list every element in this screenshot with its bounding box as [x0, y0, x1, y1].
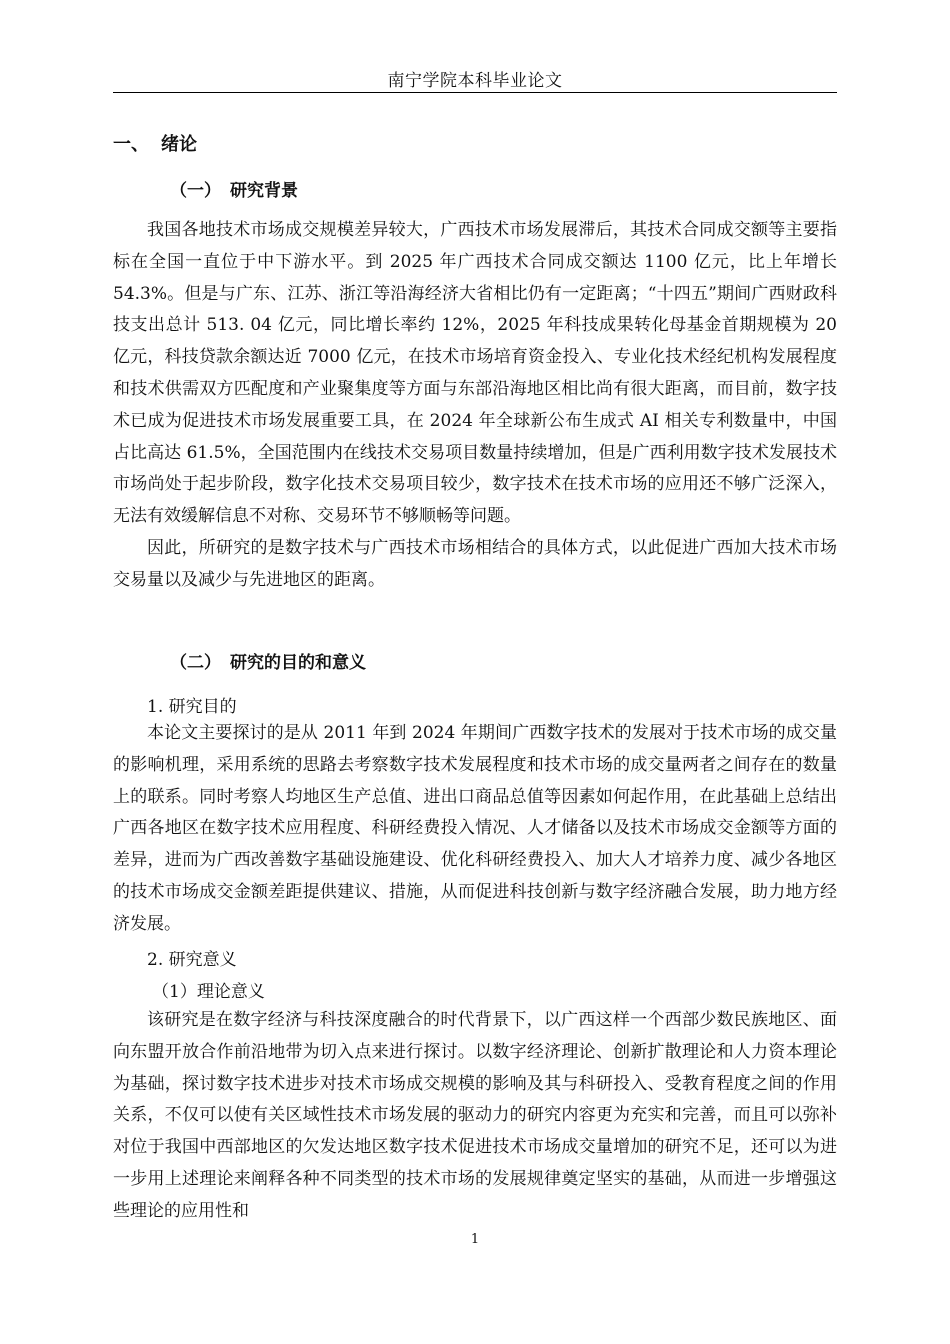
- header-rule: [113, 92, 837, 93]
- subsection-title: 研究背景: [230, 181, 298, 201]
- paragraph: 本论文主要探讨的是从 2011 年到 2024 年期间广西数字技术的发展对于技术市场的成交量的影响机理，采用系统的思路去考察数字技术发展程度和技术市场的成交量两者之间存在的数量上的联系。同时考察人均地区生产总值、进出口商品总值等因素如何起作用，在此基础上总结出广西各地区在数字技术应用程度、科研经费投入情况、人才储备以及技术市场成交金额等方面的差异，进而为广西改善数字基础设施建设、优化科研经费投入、加大人才培养力度、减少各地区的技术市场成交金额差距提供建议、措施，从而促进科技创新与数字经济融合发展，助力地方经济发展。: [113, 723, 837, 934]
- theory-heading: （1）理论意义: [152, 982, 265, 1002]
- paragraph: 我国各地技术市场成交规模差异较大，广西技术市场发展滞后，其技术合同成交额等主要指标在全国一直位于中下游水平。到 2025 年广西技术合同成交额达 1100 亿元，比上年增长 54.3%。但是与广东、江苏、浙江等沿海经济大省相比仍有一定距离；“十四五”期间广西财政科技支出总计 513. 04 亿元，同比增长率约 12%，2025 年科技成果转化母基金首期规模为 20 亿元，科技贷款余额达近 7000 亿元，在技术市场培育资金投入、专业化技术经纪机构发展程度和技术供需双方匹配度和产业聚集度等方面与东部沿海地区相比尚有很大距离，而目前，数字技术已成为促进技术市场发展重要工具，在 2024 年全球新公布生成式 AI 相关专利数量中，中国占比高达 61.5%，全国范围内在线技术交易项目数量持续增加，但是广西利用数字技术发展技术市场尚处于起步阶段，数字化技术交易项目较少，数字技术在技术市场的应用还不够广泛深入，无法有效缓解信息不对称、交易环节不够顺畅等问题。: [113, 220, 837, 527]
- subsection-title: 研究的目的和意义: [230, 653, 366, 673]
- subsection-heading-purpose: [170, 648, 366, 673]
- paragraph: 该研究是在数字经济与科技深度融合的时代背景下，以广西这样一个西部少数民族地区、面向东盟开放合作前沿地带为切入点来进行探讨。以数字经济理论、创新扩散理论和人力资本理论为基础，探讨数字技术进步对技术市场成交规模的影响及其与科研投入、受教育程度之间的作用关系，不仅可以使有关区域性技术市场发展的驱动力的研究内容更为充实和完善，而且可以弥补对位于我国中西部地区的欠发达地区数字技术促进技术市场成交量增加的研究不足，还可以为进一步用上述理论来阐释各种不同类型的技术市场的发展规律奠定坚实的基础，从而进一步增强这些理论的应用性和: [113, 1010, 837, 1221]
- subsection-heading-background: [170, 176, 298, 201]
- subsection-number: （二）: [170, 653, 221, 673]
- paragraph: 因此，所研究的是数字技术与广西技术市场相结合的具体方式，以此促进广西加大技术市场交易量以及减少与先进地区的距离。: [113, 537, 837, 590]
- page-number: 1: [470, 1232, 480, 1247]
- section-title: 绪论: [161, 134, 197, 155]
- subsection-number: （一）: [170, 181, 221, 201]
- purpose-text: [113, 718, 837, 941]
- page-header: 南宁学院本科毕业论文: [387, 71, 563, 91]
- background-text: [113, 215, 837, 597]
- section-number: 一、: [113, 134, 149, 155]
- section-heading: [113, 130, 197, 156]
- theory-text: [113, 1005, 837, 1228]
- significance-heading: 2. 研究意义: [147, 950, 237, 970]
- purpose-heading: 1. 研究目的: [147, 697, 237, 717]
